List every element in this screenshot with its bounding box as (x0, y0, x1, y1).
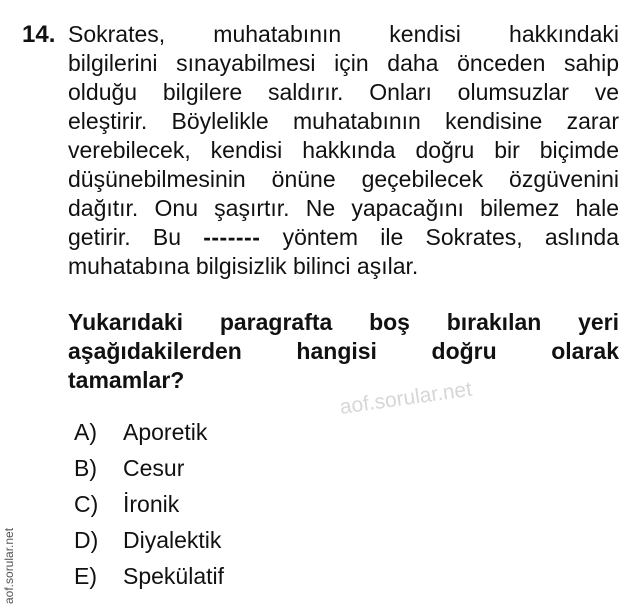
option-a[interactable] (74, 414, 224, 450)
question-number: 14. (22, 21, 56, 48)
option-text: Aporetik (123, 419, 208, 445)
watermark: aof.sorular.net (338, 377, 474, 419)
option-b[interactable] (74, 450, 224, 486)
side-watermark: aof.sorular.net (2, 527, 16, 604)
prompt-line: Yukarıdaki paragrafta boş bırakılan yeri (68, 309, 619, 335)
option-d[interactable] (74, 522, 224, 558)
option-letter: C) (74, 491, 99, 517)
paragraph-line: dağıtır. Onu şaşırtır. Ne yapacağını bilemez hale (68, 195, 619, 221)
line-text-before-blank: getirir. Bu (68, 224, 181, 250)
paragraph-line: eleştirir. Böylelikle muhatabının kendisine zarar (68, 108, 619, 134)
option-letter: B) (74, 455, 97, 481)
question-paragraph (68, 20, 619, 281)
paragraph-line: olduğu bilgilere saldırır. Onları olumsuzlar ve (68, 79, 619, 105)
option-text: Cesur (123, 455, 185, 481)
option-text: Spekülatif (123, 563, 225, 589)
answer-options (74, 414, 224, 594)
prompt-line: tamamlar? (68, 367, 185, 393)
option-text: Diyalektik (123, 527, 222, 553)
fill-in-blank: ------- (203, 224, 261, 250)
paragraph-line: muhatabına bilgisizlik bilinci aşılar. (68, 253, 419, 279)
prompt-line: aşağıdakilerden hangisi doğru olarak (68, 338, 619, 364)
question-prompt (68, 308, 619, 395)
paragraph-line: düşünebilmesinin önüne geçebilecek özgüvenini (68, 166, 619, 192)
option-letter: E) (74, 563, 97, 589)
paragraph-line: bilgilerini sınayabilmesi için daha önceden sahip (68, 50, 619, 76)
paragraph-line: Sokrates, muhatabının kendisi hakkındaki (68, 21, 619, 47)
paragraph-line-with-blank (68, 223, 619, 252)
line-text-after-blank: yöntem ile Sokrates, aslında (282, 224, 620, 250)
option-letter: A) (74, 419, 97, 445)
option-text: İronik (123, 491, 180, 517)
paragraph-line: verebilecek, kendisi hakkında doğru bir biçimde (68, 137, 619, 163)
option-letter: D) (74, 527, 99, 553)
option-e[interactable] (74, 558, 224, 594)
option-c[interactable] (74, 486, 224, 522)
